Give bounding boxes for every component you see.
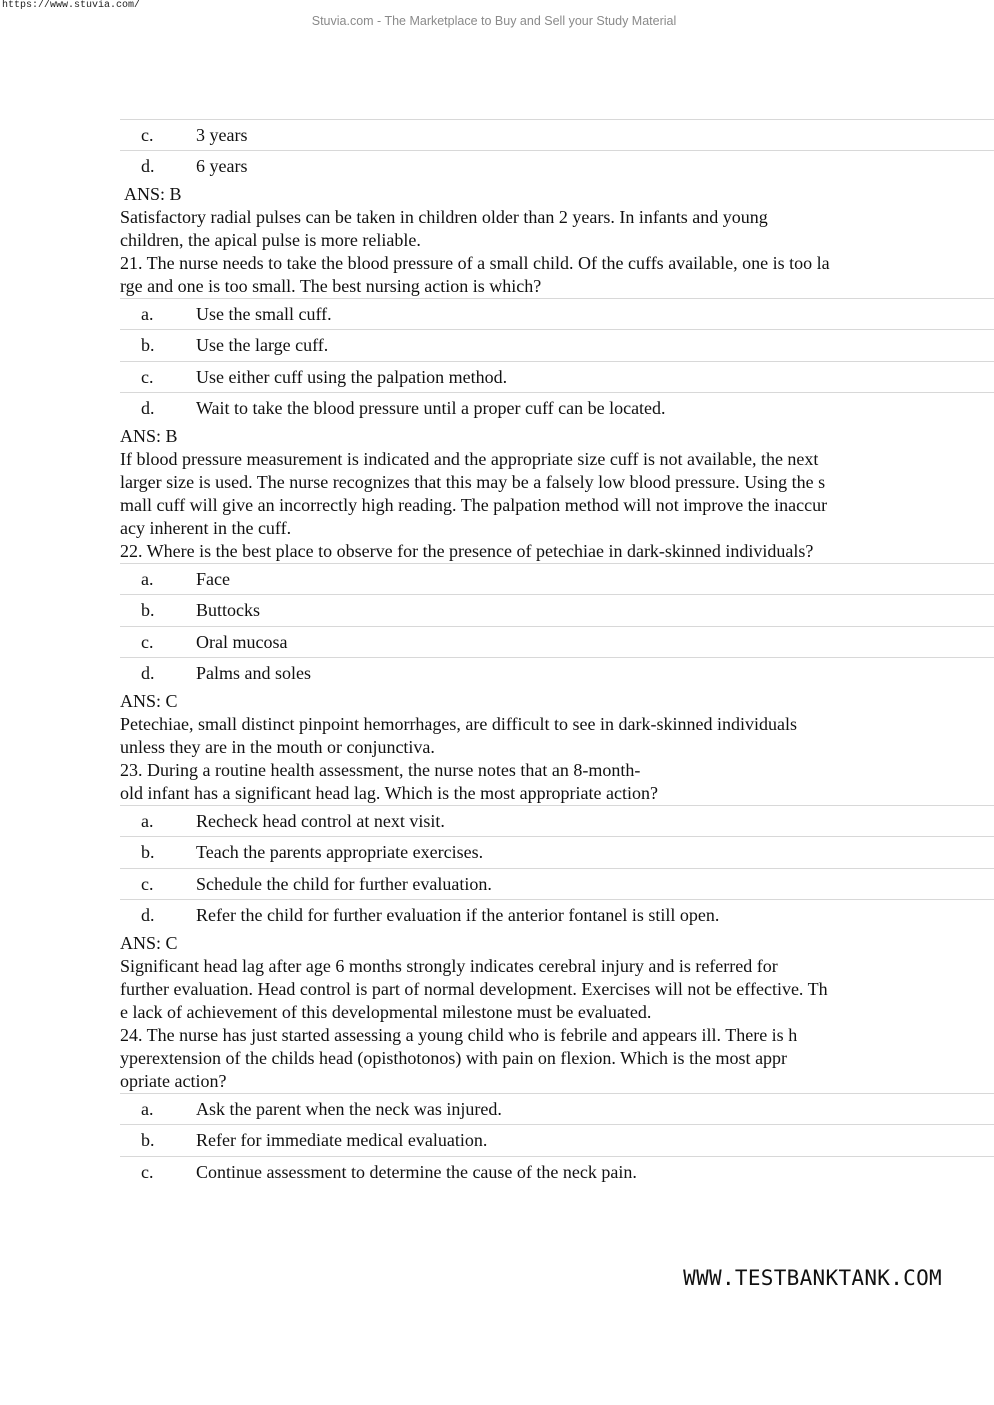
option-text: Schedule the child for further evaluation. (196, 873, 492, 894)
rationale-line: e lack of achievement of this developmental milestone must be evaluated. (120, 1002, 652, 1022)
rationale-line: further evaluation. Head control is part of normal development. Exercises will not be effective. Th (120, 979, 828, 999)
option-text: Oral mucosa (196, 631, 288, 652)
rationale (120, 206, 900, 252)
rationale-line: Significant head lag after age 6 months strongly indicates cerebral injury and is referred for (120, 956, 778, 976)
option-letter: a. (141, 810, 154, 831)
option-letter: c. (141, 873, 154, 894)
rationale-line: Petechiae, small distinct pinpoint hemorrhages, are difficult to see in dark-skinned individuals (120, 714, 798, 734)
option-letter: d. (141, 156, 155, 176)
option-letter: c. (141, 631, 154, 652)
stem-line: 24. The nurse has just started assessing a young child who is febrile and appears ill. There is h (120, 1025, 798, 1045)
option-row (120, 361, 994, 392)
answer-key: ANS: C (120, 933, 178, 953)
answer-key: ANS: B (120, 426, 178, 446)
rationale-line: If blood pressure measurement is indicated and the appropriate size cuff is not available, the next (120, 449, 819, 469)
document-body (120, 119, 994, 1187)
rationale-line: mall cuff will give an incorrectly high reading. The palpation method will not improve the inaccur (120, 495, 828, 515)
stem-line: rge and one is too small. The best nursing action is which? (120, 276, 542, 296)
option-letter: a. (141, 1098, 154, 1119)
option-text: Continue assessment to determine the cause of the neck pain. (196, 1161, 637, 1182)
answer-key: ANS: C (120, 691, 178, 711)
option-row (120, 805, 994, 836)
stem-line: yperextension of the childs head (opisthotonos) with pain on flexion. Which is the most appr (120, 1048, 788, 1068)
answer-key: ANS: B (124, 184, 182, 204)
rationale (120, 713, 900, 759)
stem-line: 21. The nurse needs to take the blood pressure of a small child. Of the cuffs available, one is too la (120, 253, 830, 273)
rationale-line: acy inherent in the cuff. (120, 518, 292, 538)
option-text: 3 years (196, 124, 248, 145)
stem-line: old infant has a significant head lag. Which is the most appropriate action? (120, 783, 659, 803)
rationale-line: children, the apical pulse is more reliable. (120, 230, 421, 250)
option-text: Recheck head control at next visit. (196, 810, 445, 831)
stem-line: 22. Where is the best place to observe for the presence of petechiae in dark-skinned individuals? (120, 541, 814, 561)
rationale-line: Satisfactory radial pulses can be taken in children older than 2 years. In infants and young (120, 207, 768, 227)
option-text: Face (196, 568, 230, 589)
option-text: Refer for immediate medical evaluation. (196, 1130, 488, 1150)
option-row (120, 836, 994, 868)
option-row (120, 868, 994, 899)
option-letter: b. (141, 842, 155, 862)
option-row (120, 626, 994, 657)
option-letter: d. (141, 905, 155, 925)
option-row (120, 150, 994, 182)
option-row (120, 119, 994, 150)
rationale-line: unless they are in the mouth or conjunctiva. (120, 737, 435, 757)
option-letter: b. (141, 335, 155, 355)
question-stem (120, 1024, 900, 1093)
option-text: Wait to take the blood pressure until a proper cuff can be located. (196, 398, 666, 418)
option-text: Buttocks (196, 600, 261, 620)
option-letter: c. (141, 366, 154, 387)
option-text: Refer the child for further evaluation if the anterior fontanel is still open. (196, 905, 720, 925)
option-letter: c. (141, 1161, 154, 1182)
option-letter: c. (141, 124, 154, 145)
question-stem (120, 759, 900, 805)
option-text: Use the small cuff. (196, 303, 332, 324)
stem-line: opriate action? (120, 1071, 227, 1091)
option-letter: a. (141, 303, 154, 324)
option-text: Teach the parents appropriate exercises. (196, 842, 484, 862)
option-text: Palms and soles (196, 663, 311, 683)
option-row (120, 392, 994, 424)
rationale (120, 955, 900, 1024)
option-text: Ask the parent when the neck was injured. (196, 1098, 502, 1119)
option-row (120, 563, 994, 594)
option-text: Use the large cuff. (196, 335, 329, 355)
option-row (120, 1093, 994, 1124)
option-text: 6 years (196, 156, 248, 176)
question-stem (120, 540, 900, 563)
option-row (120, 329, 994, 361)
page-header-title: Stuvia.com - The Marketplace to Buy and Sell your Study Material (311, 14, 677, 28)
option-text: Use either cuff using the palpation method. (196, 366, 508, 387)
rationale-line: larger size is used. The nurse recognizes that this may be a falsely low blood pressure. Using the s (120, 472, 826, 492)
question-stem (120, 252, 900, 298)
rationale (120, 448, 900, 540)
option-letter: a. (141, 568, 154, 589)
option-row (120, 899, 994, 931)
option-row (120, 1156, 994, 1187)
source-url: https://www.stuvia.com/ (2, 0, 141, 11)
option-row (120, 1124, 994, 1156)
option-letter: b. (141, 1130, 155, 1150)
stem-line: 23. During a routine health assessment, the nurse notes that an 8-month- (120, 760, 641, 780)
option-letter: d. (141, 663, 155, 683)
option-letter: b. (141, 600, 155, 620)
option-row (120, 657, 994, 689)
footer-brand: WWW.TESTBANKTANK.COM (683, 1266, 942, 1290)
option-row (120, 594, 994, 626)
option-row (120, 298, 994, 329)
option-letter: d. (141, 398, 155, 418)
